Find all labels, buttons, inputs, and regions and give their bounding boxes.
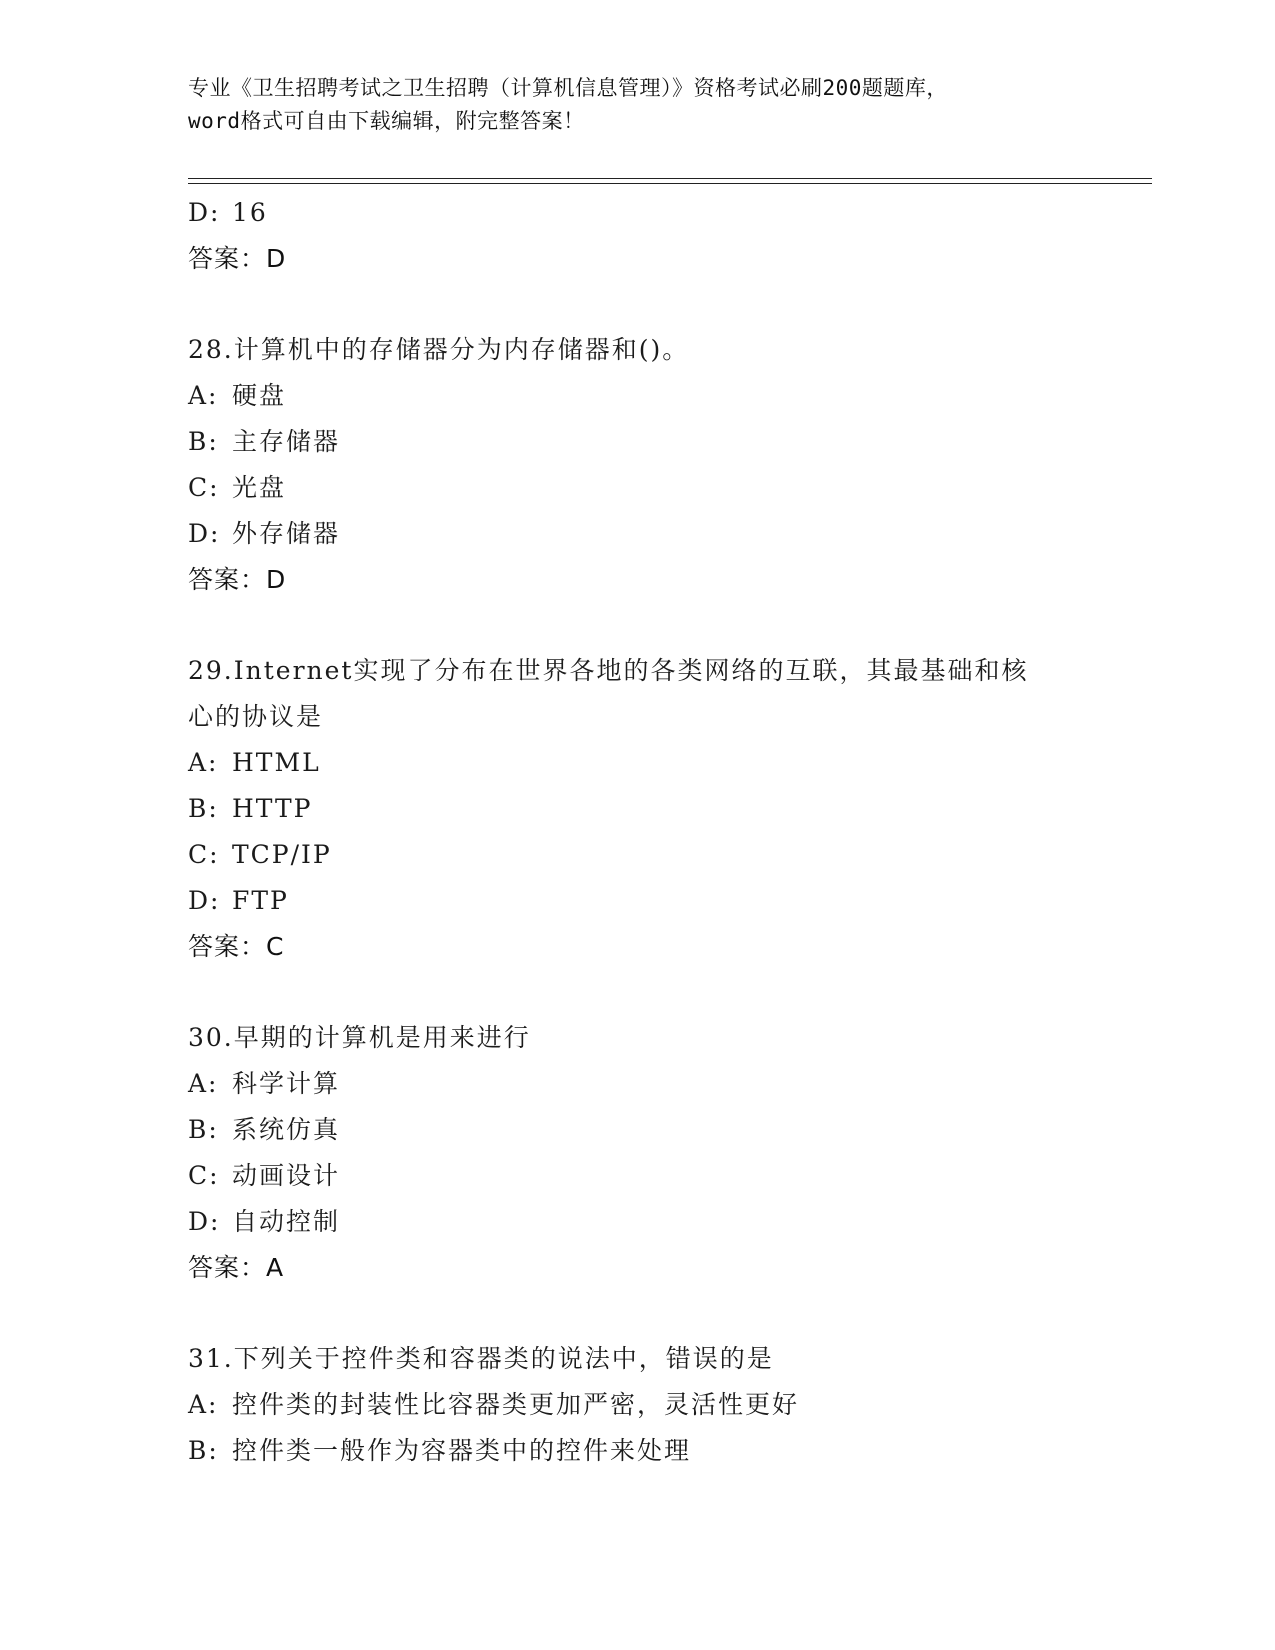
option-d <box>188 511 1088 557</box>
option-a <box>188 1061 1088 1107</box>
option-a <box>188 740 1088 786</box>
option-text: HTML <box>232 748 321 777</box>
option-text: 控件类的封装性比容器类更加严密，灵活性更好 <box>232 1390 800 1419</box>
question-stem: 30.早期的计算机是用来进行 <box>188 1023 531 1052</box>
question-stem-line-1: 29.Internet实现了分布在世界各地的各类网络的互联，其最基础和核 <box>188 656 1029 685</box>
option-text: 系统仿真 <box>232 1115 341 1144</box>
option-text: 光盘 <box>232 473 287 502</box>
header-title-line-2: word格式可自由下载编辑，附完整答案！ <box>188 109 585 133</box>
option-b <box>188 1107 1088 1153</box>
header-divider-top <box>188 178 1152 179</box>
option-label: D: <box>188 198 221 227</box>
option-b <box>188 1428 1088 1474</box>
option-d <box>188 1199 1088 1245</box>
option-label: B: <box>188 794 219 823</box>
option-label: A: <box>188 1390 219 1419</box>
option-text: 控件类一般作为容器类中的控件来处理 <box>232 1436 692 1465</box>
question-29 <box>188 648 1088 970</box>
option-label: C: <box>188 473 220 502</box>
question-31 <box>188 1336 1088 1474</box>
header-divider-bottom <box>188 183 1152 184</box>
option-b <box>188 419 1088 465</box>
option-label: D: <box>188 519 221 548</box>
question-28 <box>188 327 1088 603</box>
question-stem: 31.下列关于控件类和容器类的说法中，错误的是 <box>188 1344 774 1373</box>
header-title-line-1: 专业《卫生招聘考试之卫生招聘（计算机信息管理）》资格考试必刷200题题库， <box>188 76 948 100</box>
option-label: D: <box>188 1207 221 1236</box>
option-label: B: <box>188 1436 219 1465</box>
option-text: HTTP <box>232 794 313 823</box>
option-label: C: <box>188 1161 220 1190</box>
option-label: A: <box>188 748 219 777</box>
option-text: 16 <box>232 198 268 227</box>
option-label: A: <box>188 381 219 410</box>
document-header <box>188 72 1088 138</box>
answer: 答案：D <box>188 244 287 273</box>
answer: 答案：C <box>188 932 285 961</box>
option-text: 动画设计 <box>232 1161 341 1190</box>
option-label: C: <box>188 840 220 869</box>
option-label: D: <box>188 886 221 915</box>
option-c <box>188 832 1088 878</box>
option-text: 主存储器 <box>232 427 341 456</box>
option-text: 外存储器 <box>232 519 341 548</box>
option-label: B: <box>188 1115 219 1144</box>
option-label: B: <box>188 427 219 456</box>
option-c <box>188 465 1088 511</box>
option-a <box>188 373 1088 419</box>
question-stem: 28.计算机中的存储器分为内存储器和()。 <box>188 335 690 364</box>
option-text: 硬盘 <box>232 381 287 410</box>
question-list <box>188 190 1088 1474</box>
option-text: 科学计算 <box>232 1069 341 1098</box>
question-30 <box>188 1015 1088 1291</box>
question-stem-line-2: 心的协议是 <box>188 702 324 731</box>
option-label: A: <box>188 1069 219 1098</box>
option-d <box>188 190 1088 236</box>
option-d <box>188 878 1088 924</box>
option-b <box>188 786 1088 832</box>
option-a <box>188 1382 1088 1428</box>
answer: 答案：A <box>188 1253 285 1282</box>
option-text: 自动控制 <box>232 1207 341 1236</box>
answer: 答案：D <box>188 565 287 594</box>
option-c <box>188 1153 1088 1199</box>
option-text: TCP/IP <box>232 840 332 869</box>
option-text: FTP <box>232 886 289 915</box>
